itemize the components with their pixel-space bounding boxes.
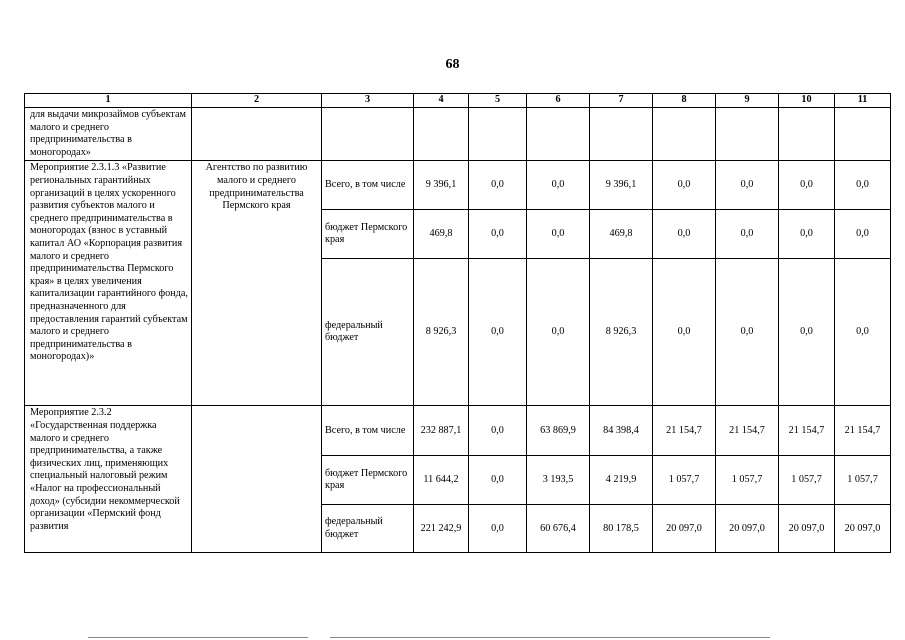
empty-cell [779, 108, 835, 161]
value-cell: 0,0 [469, 456, 527, 505]
value-cell: 0,0 [653, 259, 716, 406]
value-cell: 3 193,5 [527, 456, 590, 505]
value-cell: 1 057,7 [716, 456, 779, 505]
value-cell: 0,0 [469, 161, 527, 210]
source-cell: бюджет Пермского края [322, 456, 414, 505]
column-header: 3 [322, 94, 414, 108]
value-cell: 21 154,7 [779, 406, 835, 456]
value-cell: 0,0 [527, 210, 590, 259]
page-edge-line [88, 637, 308, 638]
value-cell: 0,0 [716, 210, 779, 259]
value-cell: 21 154,7 [835, 406, 891, 456]
value-cell: 9 396,1 [590, 161, 653, 210]
source-cell: федеральный бюджет [322, 505, 414, 553]
page-number: 68 [445, 57, 460, 72]
value-cell: 0,0 [779, 259, 835, 406]
value-cell: 21 154,7 [716, 406, 779, 456]
value-cell: 8 926,3 [590, 259, 653, 406]
column-header: 1 [25, 94, 192, 108]
empty-cell [192, 108, 322, 161]
table-row [25, 108, 891, 161]
value-cell: 1 057,7 [835, 456, 891, 505]
value-cell: 1 057,7 [779, 456, 835, 505]
value-cell: 21 154,7 [653, 406, 716, 456]
value-cell: 20 097,0 [716, 505, 779, 553]
value-cell: 11 644,2 [414, 456, 469, 505]
empty-cell [653, 108, 716, 161]
value-cell: 20 097,0 [653, 505, 716, 553]
value-cell: 80 178,5 [590, 505, 653, 553]
value-cell: 0,0 [835, 161, 891, 210]
column-header: 9 [716, 94, 779, 108]
source-cell: Всего, в том числе [322, 161, 414, 210]
empty-cell [716, 108, 779, 161]
empty-cell [527, 108, 590, 161]
value-cell: 0,0 [469, 505, 527, 553]
value-cell: 0,0 [469, 259, 527, 406]
column-header: 8 [653, 94, 716, 108]
value-cell: 63 869,9 [527, 406, 590, 456]
value-cell: 469,8 [414, 210, 469, 259]
value-cell: 84 398,4 [590, 406, 653, 456]
value-cell: 1 057,7 [653, 456, 716, 505]
measure-name-cell: для выдачи микрозаймов субъектам малого и среднего предпринимательства в моногородах» [25, 108, 192, 161]
column-header: 10 [779, 94, 835, 108]
value-cell: 0,0 [653, 161, 716, 210]
executor-cell [192, 406, 322, 553]
value-cell: 20 097,0 [835, 505, 891, 553]
value-cell: 469,8 [590, 210, 653, 259]
table-row [25, 406, 891, 456]
empty-cell [322, 108, 414, 161]
source-cell: федеральный бюджет [322, 259, 414, 406]
value-cell: 0,0 [527, 161, 590, 210]
executor-cell: Агентство по развитию малого и среднего предпринимательства Пермского края [192, 161, 322, 406]
value-cell: 8 926,3 [414, 259, 469, 406]
value-cell: 0,0 [779, 161, 835, 210]
value-cell: 0,0 [716, 259, 779, 406]
column-header: 2 [192, 94, 322, 108]
value-cell: 0,0 [835, 210, 891, 259]
source-cell: Всего, в том числе [322, 406, 414, 456]
value-cell: 0,0 [527, 259, 590, 406]
page-edge-line [330, 637, 770, 638]
value-cell: 20 097,0 [779, 505, 835, 553]
column-header: 7 [590, 94, 653, 108]
measure-name-cell: Мероприятие 2.3.1.3 «Развитие региональных гарантийных организаций в целях ускоренного развития субъектов малого и среднего предпринимательства в моногородах (взнос в уставный капитал АО «Корпорация развития малого и среднего предпринимательства Пермского края» в целях увеличения капитализации гарантийного фонда, предназначенного для предоставления гарантий субъектам малого и среднего предпринимательства в моногородах)» [25, 161, 192, 406]
program-table [24, 93, 891, 553]
value-cell: 232 887,1 [414, 406, 469, 456]
column-header: 6 [527, 94, 590, 108]
value-cell: 0,0 [716, 161, 779, 210]
value-cell: 4 219,9 [590, 456, 653, 505]
empty-cell [469, 108, 527, 161]
source-cell: бюджет Пермского края [322, 210, 414, 259]
value-cell: 9 396,1 [414, 161, 469, 210]
empty-cell [590, 108, 653, 161]
value-cell: 60 676,4 [527, 505, 590, 553]
column-header: 11 [835, 94, 891, 108]
value-cell: 221 242,9 [414, 505, 469, 553]
column-header: 4 [414, 94, 469, 108]
measure-name-cell: Мероприятие 2.3.2 «Государственная поддержка малого и среднего предпринимательства, а также физических лиц, применяющих специальный налоговый режим «Налог на профессиональный доход» (субсидии некоммерческой организации «Пермский фонд развития [25, 406, 192, 553]
table-row [25, 161, 891, 210]
column-number-row [25, 94, 891, 108]
value-cell: 0,0 [469, 406, 527, 456]
value-cell: 0,0 [779, 210, 835, 259]
value-cell: 0,0 [653, 210, 716, 259]
empty-cell [414, 108, 469, 161]
value-cell: 0,0 [835, 259, 891, 406]
value-cell: 0,0 [469, 210, 527, 259]
column-header: 5 [469, 94, 527, 108]
empty-cell [835, 108, 891, 161]
